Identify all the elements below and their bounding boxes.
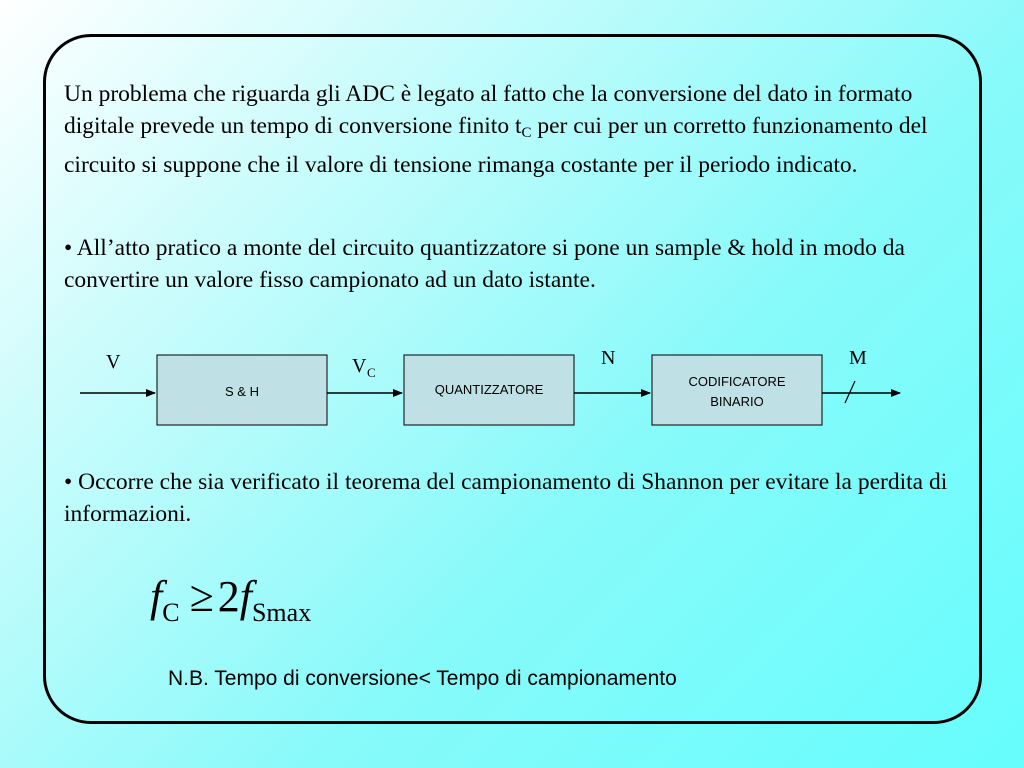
sampling-formula xyxy=(150,572,311,638)
signal-label-n: N xyxy=(601,347,616,369)
nb-note: N.B. Tempo di conversione< Tempo di campionamento xyxy=(168,667,677,690)
block-sample-hold-label: S & H xyxy=(225,384,259,399)
formula-f2: f xyxy=(239,572,252,621)
block-encoder xyxy=(652,355,822,425)
paragraph-sample-hold: • All’atto pratico a monte del circuito quantizzatore si pone un sample & hold in modo da convertire un valore fisso campionato ad un dato istante. xyxy=(64,235,905,293)
para1-text-continued: per cui per un corretto funzionamento del circuito si suppone che il valore di tensione rimanga costante per il periodo indicato. xyxy=(64,113,928,178)
formula-sub2: Smax xyxy=(251,598,312,627)
signal-label-vc-subscript: C xyxy=(367,365,376,380)
para1-text: Un problema che riguarda gli ADC è legato al fatto che la conversione del dato in formato digitale prevede un tempo di conversione finito t xyxy=(64,81,913,139)
paragraph-shannon: • Occorre che sia verificato il teorema del campionamento di Shannon per evitare la perdita di informazioni. xyxy=(64,469,948,527)
bus-slash-mark xyxy=(845,381,855,403)
block-encoder-label-line2: BINARIO xyxy=(710,394,764,409)
signal-label-v: V xyxy=(106,351,121,373)
formula-sub1: C xyxy=(162,598,180,627)
formula-f1: f xyxy=(150,572,163,621)
block-quantizer-label: QUANTIZZATORE xyxy=(434,382,544,397)
signal-label-vc: V xyxy=(352,355,367,377)
formula-coefficient: 2 xyxy=(217,572,240,621)
formula-operator: ≥ xyxy=(189,572,214,621)
block-encoder-label-line1: CODIFICATORE xyxy=(688,374,786,389)
para1-subscript: C xyxy=(521,125,532,141)
signal-label-m: M xyxy=(849,347,867,369)
